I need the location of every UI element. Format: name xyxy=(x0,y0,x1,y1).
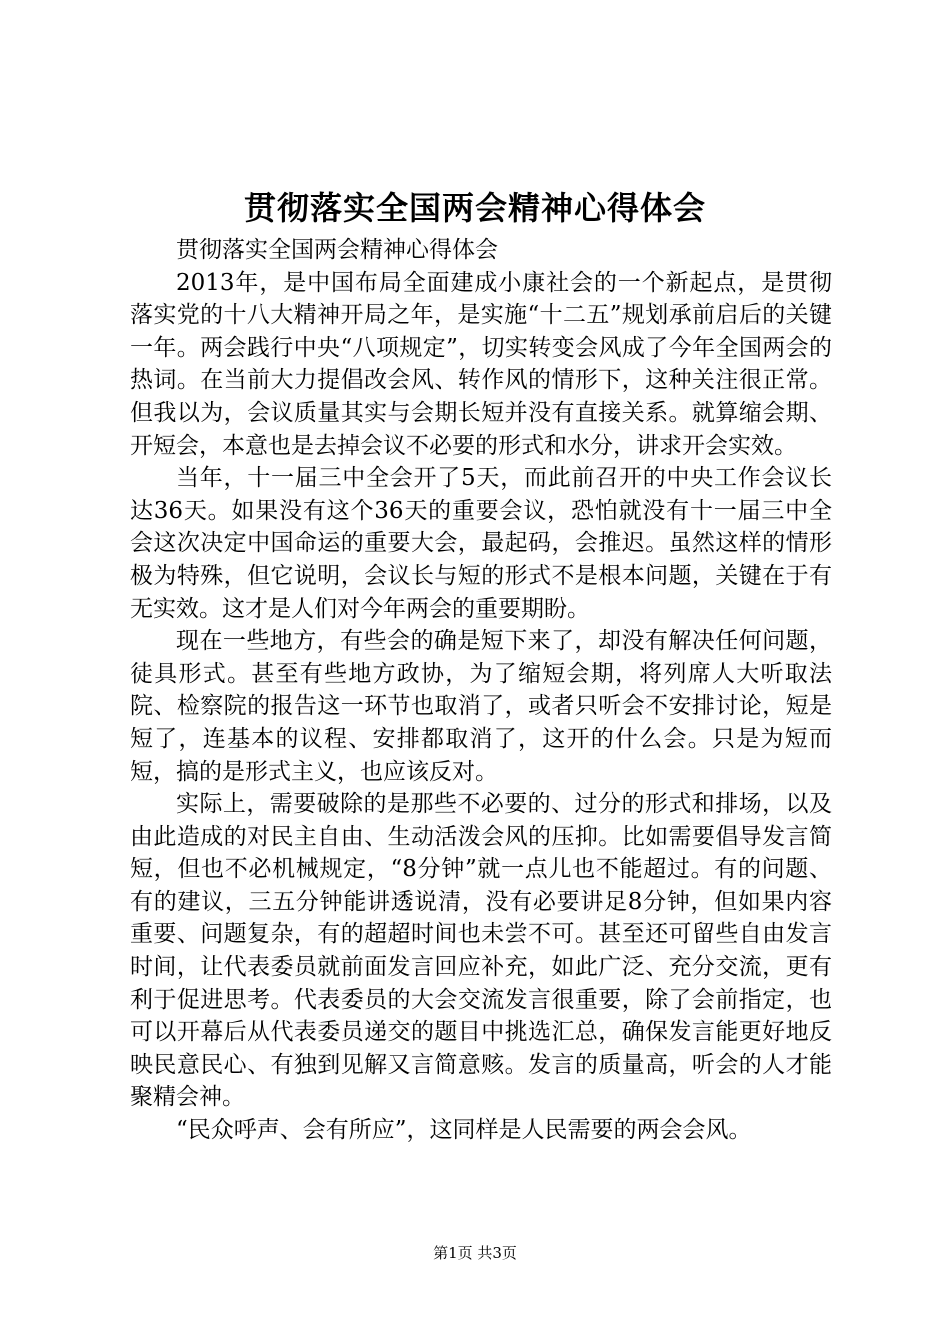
paragraph-2: 当年，十一届三中全会开了5天，而此前召开的中央工作会议长达36天。如果没有这个36天的重要会议，恐怕就没有十一届三中全会这次决定中国命运的重要大会，最起码，会推迟。虽然这样的情形极为特殊，但它说明，会议长与短的形式不是根本问题，关键在于有无实效。这才是人们对今年两会的重要期盼。 xyxy=(130,465,832,622)
paragraph-4: 实际上，需要破除的是那些不必要的、过分的形式和排场，以及由此造成的对民主自由、生动活泼会风的压抑。比如需要倡导发言简短，但也不必机械规定，“8分钟”就一点儿也不能超过。有的问题、有的建议，三五分钟能讲透说清，没有必要讲足8分钟，但如果内容重要、问题复杂，有的超超时间也未尝不可。甚至还可留些自由发言时间，让代表委员就前面发言回应补充，如此广泛、充分交流，更有利于促进思考。代表委员的大会交流发言很重要，除了会前指定，也可以开幕后从代表委员递交的题目中挑选汇总，确保发言能更好地反映民意民心、有独到见解又言简意赅。发言的质量高，听会的人才能聚精会神。 xyxy=(130,791,832,1111)
paragraph-3: 现在一些地方，有些会的确是短下来了，却没有解决任何问题，徒具形式。甚至有些地方政协，为了缩短会期，将列席人大听取法院、检察院的报告这一环节也取消了，或者只听会不安排讨论，短是短了，连基本的议程、安排都取消了，这开的什么会。只是为短而短，搞的是形式主义，也应该反对。 xyxy=(130,628,832,785)
paragraph-1: 2013年，是中国布局全面建成小康社会的一个新起点，是贯彻落实党的十八大精神开局之年，是实施“十二五”规划承前启后的关键一年。两会践行中央“八项规定”，切实转变会风成了今年全国两会的热词。在当前大力提倡改会风、转作风的情形下，这种关注很正常。但我以为，会议质量其实与会期长短并没有直接关系。就算缩会期、开短会，本意也是去掉会议不必要的形式和水分，讲求开会实效。 xyxy=(130,269,832,459)
page-indicator: 第1页 共3页 xyxy=(433,1244,517,1262)
document-subtitle: 贯彻落实全国两会精神心得体会 xyxy=(176,237,498,263)
document-body xyxy=(130,234,832,1147)
paragraph-5: “民众呼声、会有所应”，这同样是人民需要的两会会风。 xyxy=(176,1117,752,1144)
page-title: 贯彻落实全国两会精神心得体会 xyxy=(243,189,706,227)
